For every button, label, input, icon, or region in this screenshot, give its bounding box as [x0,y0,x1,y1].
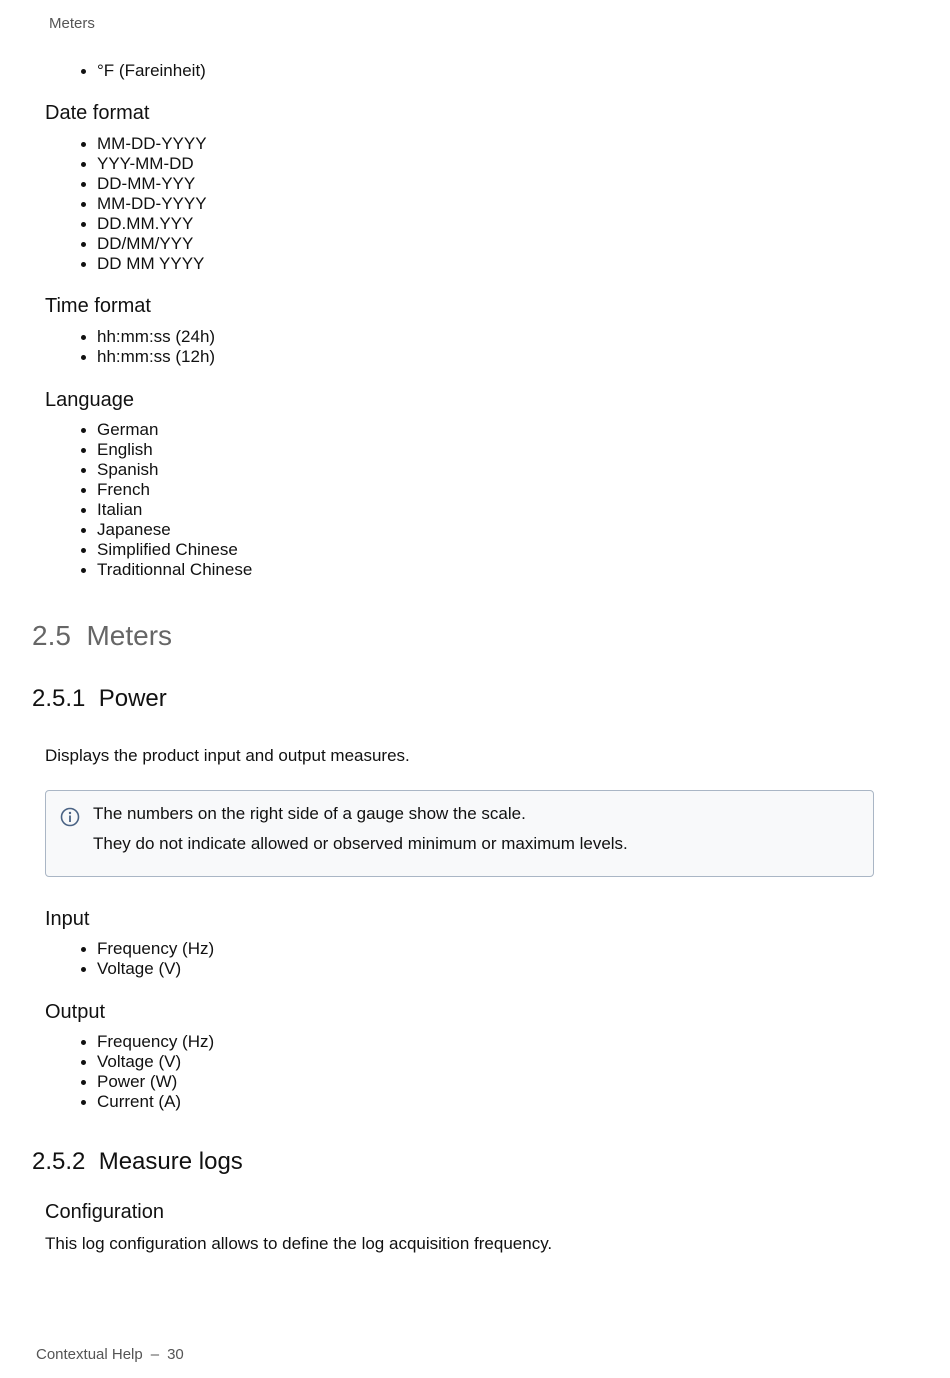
subsection-heading-measure-logs: 2.5.2 Measure logs [32,1148,243,1175]
list-item: MM-DD-YYYY [80,134,207,154]
info-circle-icon [60,807,80,827]
list-item: Traditionnal Chinese [80,560,252,580]
list-item: DD/MM/YYY [80,234,207,254]
list-item: Simplified Chinese [80,540,252,560]
language-list [80,420,252,580]
input-heading: Input [45,908,90,930]
list-item: DD MM YYYY [80,254,207,274]
list-item: Current (A) [80,1092,214,1112]
list-item: Italian [80,500,252,520]
footer-doc-title: Contextual Help [36,1346,143,1363]
list-item: DD.MM.YYY [80,214,207,234]
list-item: German [80,420,252,440]
list-item: English [80,440,252,460]
section-heading-meters: 2.5 Meters [32,620,173,651]
subsection-heading-power: 2.5.1 Power [32,685,167,712]
note-line-2: They do not indicate allowed or observed minimum or maximum levels. [93,834,628,853]
list-item: Frequency (Hz) [80,939,214,959]
page-footer [36,1346,184,1363]
running-header: Meters [49,15,95,32]
configuration-text: This log configuration allows to define the log acquisition frequency. [45,1234,553,1253]
output-list [80,1032,214,1112]
configuration-heading: Configuration [45,1201,164,1223]
list-item: Voltage (V) [80,959,214,979]
note-line-1: The numbers on the right side of a gauge show the scale. [93,804,526,823]
list-item: Japanese [80,520,252,540]
info-note-box [45,790,874,877]
list-item: °F (Fareinheit) [80,61,206,81]
list-item: hh:mm:ss (24h) [80,327,215,347]
time-format-heading: Time format [45,295,151,317]
list-item: YYY-MM-DD [80,154,207,174]
time-format-list [80,327,215,367]
power-intro-text: Displays the product input and output measures. [45,746,410,765]
footer-separator: – [150,1346,160,1363]
list-item: Power (W) [80,1072,214,1092]
input-list [80,939,214,979]
page-number: 30 [167,1346,184,1363]
temperature-unit-list [80,61,206,81]
list-item: French [80,480,252,500]
date-format-list [80,134,207,274]
list-item: hh:mm:ss (12h) [80,347,215,367]
date-format-heading: Date format [45,102,150,124]
list-item: Spanish [80,460,252,480]
list-item: DD-MM-YYY [80,174,207,194]
output-heading: Output [45,1001,106,1023]
list-item: Frequency (Hz) [80,1032,214,1052]
language-heading: Language [45,389,134,411]
list-item: MM-DD-YYYY [80,194,207,214]
list-item: Voltage (V) [80,1052,214,1072]
